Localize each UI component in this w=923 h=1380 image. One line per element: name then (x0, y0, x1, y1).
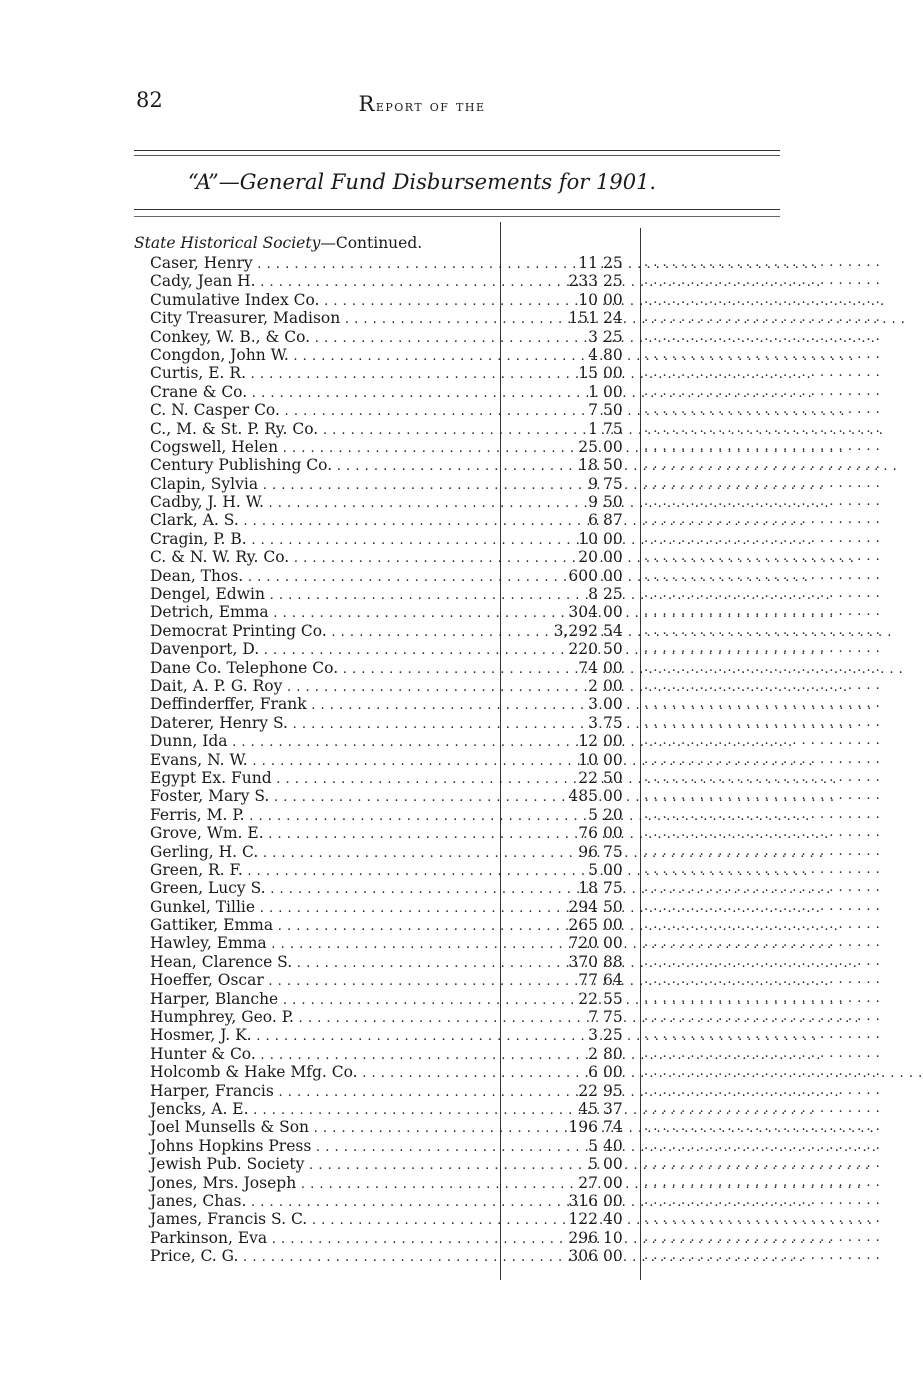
amount-cents: 24 (603, 309, 623, 328)
empty-column-leaders: . . . . . . . . . . . . . . . . . . . . . . . . . . (644, 475, 881, 491)
payee-name: Hoeffer, Oscar . . . (150, 971, 496, 991)
table-row (0, 713, 881, 732)
amount-dollars: 22 (578, 768, 598, 787)
table-row (0, 1136, 881, 1155)
payee-name: C. & N. W. Ry. Co. . . . (150, 548, 496, 568)
amount-cents: 87 (603, 511, 623, 530)
amount-dollars: 3 (588, 1026, 598, 1045)
amount-cents: 64 (603, 971, 623, 990)
amount-cents: 20 (603, 805, 623, 824)
table-row (0, 824, 881, 843)
table-row (0, 621, 881, 640)
table-row (0, 548, 881, 567)
amount-dollars: 45 (578, 1099, 598, 1118)
section-heading (134, 234, 422, 252)
table-row (0, 640, 881, 659)
amount-cents: 00 (603, 916, 623, 935)
amount-dollars: 265 (568, 916, 598, 935)
empty-column-leaders: . . . . . . . . . . . . . . . . . . . . . . . . . . (644, 1229, 881, 1245)
empty-column-leaders: . . . . . . . . . . . . . . . . . . . . . . . . . . (644, 328, 881, 344)
amount-cents: 50 (603, 456, 623, 475)
payee-name: City Treasurer, Madison . . . (150, 309, 496, 329)
amount-dollars: 233 (568, 272, 598, 291)
empty-column-leaders: . . . . . . . . . . . . . . . . . . . . . . . . . . (644, 641, 881, 657)
empty-column-leaders: . . . . . . . . . . . . . . . . . . . . . . . . . . (644, 677, 881, 693)
table-row (0, 768, 881, 787)
payee-name: Century Publishing Co. . . . (150, 456, 496, 476)
disbursement-rows (0, 254, 881, 1266)
payee-name: Crane & Co. . . . (150, 383, 496, 403)
empty-column-leaders: . . . . . . . . . . . . . . . . . . . . . . . . . . (644, 622, 881, 638)
amount-dollars: 151 (568, 309, 598, 328)
amount-dollars: 96 (578, 842, 598, 861)
payee-name: Green, R. F. . . . (150, 861, 496, 881)
table-row (0, 934, 881, 953)
empty-column-leaders: . . . . . . . . . . . . . . . . . . . . . . . . . . (644, 273, 881, 289)
payee-name: Price, C. G. . . . (150, 1247, 496, 1267)
running-head-rest: eport of the (375, 96, 486, 115)
table-row (0, 1026, 881, 1045)
payee-name: Gattiker, Emma . . . (150, 916, 496, 936)
empty-column-leaders: . . . . . . . . . . . . . . . . . . . . . . . . . . (644, 1174, 881, 1190)
amount-cents: 75 (603, 713, 623, 732)
amount-cents: 50 (603, 897, 623, 916)
empty-column-leaders: . . . . . . . . . . . . . . . . . . . . . . . . . . (644, 751, 881, 767)
amount-cents: 00 (603, 658, 623, 677)
amount-dollars: 76 (578, 824, 598, 843)
amount-dollars: 15 (578, 364, 598, 383)
amount-cents: 00 (603, 1173, 623, 1192)
empty-column-leaders: . . . . . . . . . . . . . . . . . . . . . . . . . . (644, 1156, 881, 1172)
amount-cents: 95 (603, 1081, 623, 1100)
empty-column-leaders: . . . . . . . . . . . . . . . . . . . . . . . . . . (644, 1211, 881, 1227)
payee-name: Grove, Wm. E. . . . (150, 824, 496, 844)
top-rule-thin (134, 155, 780, 156)
table-row (0, 1081, 881, 1100)
payee-name: Harper, Francis . . . (150, 1082, 496, 1102)
table-row (0, 787, 881, 806)
amount-dollars: 3 (588, 695, 598, 714)
empty-column-leaders: . . . . . . . . . . . . . . . . . . . . . . . . . . (644, 917, 881, 933)
empty-column-leaders: . . . . . . . . . . . . . . . . . . . . . . . . . . (644, 1082, 881, 1098)
payee-name: Congdon, John W. . . . (150, 346, 496, 366)
payee-name: Parkinson, Eva . . . (150, 1229, 496, 1249)
amount-cents: 75 (603, 419, 623, 438)
payee-name: Hosmer, J. K. . . . (150, 1026, 496, 1046)
payee-name: Davenport, D. . . . (150, 640, 496, 660)
empty-column-leaders: . . . . . . . . . . . . . . . . . . . . . . . . . . (644, 457, 881, 473)
empty-column-leaders: . . . . . . . . . . . . . . . . . . . . . . . . . . (644, 953, 881, 969)
payee-name: Cadby, J. H. W. . . . (150, 493, 496, 513)
payee-name: Detrich, Emma . . . (150, 603, 496, 623)
empty-column-leaders: . . . . . . . . . . . . . . . . . . . . . . . . . . (644, 438, 881, 454)
amount-cents: 25 (603, 254, 623, 272)
section-label: State Historical Society (134, 234, 321, 252)
amount-cents: 50 (603, 401, 623, 420)
payee-name: Hean, Clarence S. . . . (150, 953, 496, 973)
empty-column-leaders: . . . . . . . . . . . . . . . . . . . . . . . . . . (644, 383, 881, 399)
amount-dollars: 7 (588, 1008, 598, 1027)
payee-name: Jones, Mrs. Joseph . . . (150, 1174, 496, 1194)
table-row (0, 732, 881, 751)
payee-name: Harper, Blanche . . . (150, 990, 496, 1010)
empty-column-leaders: . . . . . . . . . . . . . . . . . . . . . . . . . . (644, 935, 881, 951)
table-row (0, 382, 881, 401)
amount-cents: 25 (603, 585, 623, 604)
payee-name: Cragin, P. B. . . . (150, 530, 496, 550)
running-head (0, 92, 844, 116)
payee-name: Dengel, Edwin . . . (150, 585, 496, 605)
payee-name: Curtis, E. R. . . . (150, 364, 496, 384)
amount-dollars: 10 (578, 529, 598, 548)
table-row (0, 437, 881, 456)
table-row (0, 805, 881, 824)
payee-name: Dait, A. P. G. Roy . . . (150, 677, 496, 697)
amount-dollars: 3,292 (553, 621, 598, 640)
amount-dollars: 196 (568, 1118, 598, 1137)
empty-column-leaders: . . . . . . . . . . . . . . . . . . . . . . . . . . (644, 1100, 881, 1116)
amount-dollars: 9 (588, 474, 598, 493)
amount-dollars: 6 (588, 511, 598, 530)
empty-column-leaders: . . . . . . . . . . . . . . . . . . . . . . . . . . (644, 1027, 881, 1043)
amount-cents: 75 (603, 879, 623, 898)
amount-cents: 00 (603, 676, 623, 695)
table-row (0, 1063, 881, 1082)
table-row (0, 585, 881, 604)
table-row (0, 1099, 881, 1118)
table-row (0, 897, 881, 916)
empty-column-leaders: . . . . . . . . . . . . . . . . . . . . . . . . . . (644, 733, 881, 749)
amount-dollars: 7 (588, 401, 598, 420)
payee-name: Hawley, Emma . . . (150, 934, 496, 954)
table-row (0, 916, 881, 935)
amount-dollars: 11 (578, 254, 598, 272)
payee-name: Caser, Henry . . . (150, 254, 496, 274)
amount-dollars: 12 (578, 732, 598, 751)
amount-cents: 00 (603, 1191, 623, 1210)
amount-dollars: 600 (568, 566, 598, 585)
amount-cents: 00 (603, 290, 623, 309)
amount-dollars: 2 (588, 1044, 598, 1063)
amount-dollars: 1 (588, 419, 598, 438)
empty-column-leaders: . . . . . . . . . . . . . . . . . . . . . . . . . . (644, 880, 881, 896)
empty-column-leaders: . . . . . . . . . . . . . . . . . . . . . . . . . . (644, 1045, 881, 1061)
payee-name: Ferris, M. P. . . . (150, 806, 496, 826)
empty-column-leaders: . . . . . . . . . . . . . . . . . . . . . . . . . . (644, 972, 881, 988)
amount-dollars: 3 (588, 713, 598, 732)
amount-cents: 55 (603, 989, 623, 1008)
amount-dollars: 8 (588, 585, 598, 604)
table-row (0, 952, 881, 971)
empty-column-leaders: . . . . . . . . . . . . . . . . . . . . . . . . . . (644, 990, 881, 1006)
payee-name: Dunn, Ida . . . (150, 732, 496, 752)
table-row (0, 419, 881, 438)
payee-name: Hunter & Co. . . . (150, 1045, 496, 1065)
amount-cents: 00 (603, 750, 623, 769)
amount-cents: 25 (603, 327, 623, 346)
amount-dollars: 304 (568, 603, 598, 622)
table-row (0, 1228, 881, 1247)
empty-column-leaders: . . . . . . . . . . . . . . . . . . . . . . . . . . (644, 291, 881, 307)
payee-name: Clapin, Sylvia . . . (150, 475, 496, 495)
payee-name: Conkey, W. B., & Co. . . . (150, 328, 496, 348)
payee-name: Dane Co. Telephone Co. . . . (150, 659, 496, 679)
amount-cents: 00 (603, 860, 623, 879)
payee-name: C., M. & St. P. Ry. Co. . . . (150, 420, 496, 440)
payee-name: Humphrey, Geo. P. . . . (150, 1008, 496, 1028)
payee-name: Clark, A. S. . . . (150, 511, 496, 531)
payee-name: C. N. Casper Co. . . . (150, 401, 496, 421)
amount-cents: 75 (603, 842, 623, 861)
amount-dollars: 122 (568, 1210, 598, 1229)
table-row (0, 1173, 881, 1192)
empty-column-leaders: . . . . . . . . . . . . . . . . . . . . . . . . . . (644, 659, 881, 675)
amount-dollars: 10 (578, 290, 598, 309)
amount-cents: 00 (603, 787, 623, 806)
amount-cents: 80 (603, 345, 623, 364)
amount-dollars: 5 (588, 860, 598, 879)
empty-column-leaders: . . . . . . . . . . . . . . . . . . . . . . . . . . (644, 1009, 881, 1025)
amount-dollars: 720 (568, 934, 598, 953)
payee-name: Evans, N. W. . . . (150, 751, 496, 771)
amount-dollars: 296 (568, 1228, 598, 1247)
table-row (0, 658, 881, 677)
empty-column-leaders: . . . . . . . . . . . . . . . . . . . . . . . . . . (644, 604, 881, 620)
empty-column-leaders: . . . . . . . . . . . . . . . . . . . . . . . . . . (644, 696, 881, 712)
table-row (0, 290, 881, 309)
empty-column-leaders: . . . . . . . . . . . . . . . . . . . . . . . . . . (644, 567, 881, 583)
running-head-initial: R (358, 92, 376, 116)
amount-cents: 80 (603, 1044, 623, 1063)
amount-dollars: 5 (588, 1136, 598, 1155)
amount-cents: 00 (603, 934, 623, 953)
amount-cents: 25 (603, 272, 623, 291)
payee-name: Gerling, H. C. . . . (150, 843, 496, 863)
amount-cents: 00 (603, 382, 623, 401)
empty-column-leaders: . . . . . . . . . . . . . . . . . . . . . . . . . . (644, 861, 881, 877)
table-row (0, 364, 881, 383)
amount-cents: 40 (603, 1210, 623, 1229)
table-row (0, 1210, 881, 1229)
table-row (0, 272, 881, 291)
payee-name: Janes, Chas. . . . (150, 1192, 496, 1212)
payee-name: Jencks, A. E. . . . (150, 1100, 496, 1120)
empty-column-leaders: . . . . . . . . . . . . . . . . . . . . . . . . . . (644, 1137, 881, 1153)
table-row (0, 695, 881, 714)
amount-cents: 00 (603, 566, 623, 585)
payee-name: Egypt Ex. Fund . . . (150, 769, 496, 789)
empty-column-leaders: . . . . . . . . . . . . . . . . . . . . . . . . . . (644, 530, 881, 546)
table-row (0, 493, 881, 512)
empty-column-leaders: . . . . . . . . . . . . . . . . . . . . . . . . . . (644, 788, 881, 804)
amount-dollars: 485 (568, 787, 598, 806)
table-row (0, 1044, 881, 1063)
empty-column-leaders: . . . . . . . . . . . . . . . . . . . . . . . . . . (644, 806, 881, 822)
table-row (0, 309, 881, 328)
payee-name: Deffinderffer, Frank . . . (150, 695, 496, 715)
empty-column-leaders: . . . . . . . . . . . . . . . . . . . . . . . . . . (644, 843, 881, 859)
empty-column-leaders: . . . . . . . . . . . . . . . . . . . . . . . . . . (644, 1119, 881, 1135)
amount-cents: 00 (603, 548, 623, 567)
payee-name: Cogswell, Helen . . . (150, 438, 496, 458)
payee-name: Foster, Mary S. . . . (150, 787, 496, 807)
amount-cents: 00 (603, 732, 623, 751)
amount-cents: 00 (603, 364, 623, 383)
amount-dollars: 9 (588, 493, 598, 512)
table-row (0, 971, 881, 990)
table-row (0, 1191, 881, 1210)
page-number: 82 (136, 88, 163, 112)
table-row (0, 860, 881, 879)
amount-dollars: 294 (568, 897, 598, 916)
amount-cents: 40 (603, 1136, 623, 1155)
amount-dollars: 5 (588, 1155, 598, 1174)
table-row (0, 254, 881, 272)
table-row (0, 750, 881, 769)
amount-cents: 37 (603, 1099, 623, 1118)
table-row (0, 842, 881, 861)
amount-cents: 00 (603, 1247, 623, 1266)
payee-name: Dean, Thos. . . . (150, 567, 496, 587)
amount-cents: 50 (603, 493, 623, 512)
amount-dollars: 74 (578, 658, 598, 677)
amount-cents: 50 (603, 640, 623, 659)
amount-cents: 00 (603, 824, 623, 843)
empty-column-leaders: . . . . . . . . . . . . . . . . . . . . . . . . . . (644, 825, 881, 841)
amount-dollars: 22 (578, 989, 598, 1008)
amount-cents: 00 (603, 1063, 623, 1082)
empty-column-leaders: . . . . . . . . . . . . . . . . . . . . . . . . . . (644, 402, 881, 418)
empty-column-leaders: . . . . . . . . . . . . . . . . . . . . . . . . . . (644, 1248, 881, 1264)
amount-dollars: 10 (578, 750, 598, 769)
table-row (0, 676, 881, 695)
amount-dollars: 1 (588, 382, 598, 401)
empty-column-leaders: . . . . . . . . . . . . . . . . . . . . . . . . . . (644, 255, 881, 270)
empty-column-leaders: . . . . . . . . . . . . . . . . . . . . . . . . . . (644, 310, 881, 326)
table-row (0, 401, 881, 420)
amount-dollars: 18 (578, 456, 598, 475)
table-row (0, 456, 881, 475)
amount-dollars: 3 (588, 327, 598, 346)
payee-name: James, Francis S. C. . . . (150, 1210, 496, 1230)
table-row (0, 879, 881, 898)
amount-dollars: 77 (578, 971, 598, 990)
amount-cents: 88 (603, 952, 623, 971)
empty-column-leaders: . . . . . . . . . . . . . . . . . . . . . . . . . . (644, 1192, 881, 1208)
title-rule (134, 209, 780, 210)
amount-dollars: 27 (578, 1173, 598, 1192)
amount-dollars: 22 (578, 1081, 598, 1100)
empty-column-leaders: . . . . . . . . . . . . . . . . . . . . . . . . . . (644, 346, 881, 362)
payee-name: Cumulative Index Co. . . . (150, 291, 496, 311)
table-row (0, 989, 881, 1008)
payee-name: Joel Munsells & Son . . . (150, 1118, 496, 1138)
payee-name: Daterer, Henry S. . . . (150, 714, 496, 734)
payee-name: Democrat Printing Co. . . . (150, 622, 496, 642)
amount-cents: 00 (603, 695, 623, 714)
amount-cents: 75 (603, 474, 623, 493)
payee-name: Green, Lucy S. . . . (150, 879, 496, 899)
empty-column-leaders: . . . . . . . . . . . . . . . . . . . . . . . . . . (644, 365, 881, 381)
empty-column-leaders: . . . . . . . . . . . . . . . . . . . . . . . . . . (644, 549, 881, 565)
table-row (0, 345, 881, 364)
amount-cents: 25 (603, 1026, 623, 1045)
table-row (0, 529, 881, 548)
table-row (0, 1155, 881, 1174)
table-row (0, 511, 881, 530)
title-rule-thin (134, 216, 780, 217)
amount-cents: 00 (603, 603, 623, 622)
amount-dollars: 2 (588, 676, 598, 695)
table-row (0, 1247, 881, 1266)
table-row (0, 566, 881, 585)
amount-cents: 50 (603, 768, 623, 787)
empty-column-leaders: . . . . . . . . . . . . . . . . . . . . . . . . . . (644, 898, 881, 914)
payee-name: Johns Hopkins Press . . . (150, 1137, 496, 1157)
amount-cents: 00 (603, 1155, 623, 1174)
amount-cents: 54 (603, 621, 623, 640)
table-row (0, 1118, 881, 1137)
empty-column-leaders: . . . . . . . . . . . . . . . . . . . . . . . . . . (644, 1064, 881, 1080)
amount-dollars: 220 (568, 640, 598, 659)
top-rule (134, 150, 780, 151)
table-row (0, 603, 881, 622)
amount-dollars: 18 (578, 879, 598, 898)
section-suffix: —Continued. (320, 234, 423, 252)
amount-dollars: 4 (588, 345, 598, 364)
amount-dollars: 306 (568, 1247, 598, 1266)
empty-column-leaders: . . . . . . . . . . . . . . . . . . . . . . . . . . (644, 420, 881, 436)
table-title: “A”—General Fund Disbursements for 1901. (187, 170, 657, 194)
empty-column-leaders: . . . . . . . . . . . . . . . . . . . . . . . . . . (644, 714, 881, 730)
payee-name: Jewish Pub. Society . . . (150, 1155, 496, 1175)
payee-name: Gunkel, Tillie . . . (150, 898, 496, 918)
amount-dollars: 370 (568, 952, 598, 971)
amount-cents: 00 (603, 529, 623, 548)
amount-cents: 75 (603, 1008, 623, 1027)
payee-name: Cady, Jean H. . . . (150, 272, 496, 292)
empty-column-leaders: . . . . . . . . . . . . . . . . . . . . . . . . . . (644, 769, 881, 785)
amount-dollars: 5 (588, 805, 598, 824)
amount-cents: 74 (603, 1118, 623, 1137)
empty-column-leaders: . . . . . . . . . . . . . . . . . . . . . . . . . . (644, 512, 881, 528)
amount-cents: 10 (603, 1228, 623, 1247)
amount-cents: 00 (603, 437, 623, 456)
empty-column-leaders: . . . . . . . . . . . . . . . . . . . . . . . . . . (644, 494, 881, 510)
amount-dollars: 25 (578, 437, 598, 456)
amount-dollars: 20 (578, 548, 598, 567)
table-row (0, 1008, 881, 1027)
table-row (0, 474, 881, 493)
payee-name: Holcomb & Hake Mfg. Co. . . . (150, 1063, 496, 1083)
empty-column-leaders: . . . . . . . . . . . . . . . . . . . . . . . . . . (644, 586, 881, 602)
amount-dollars: 6 (588, 1063, 598, 1082)
table-row (0, 327, 881, 346)
amount-dollars: 316 (568, 1191, 598, 1210)
